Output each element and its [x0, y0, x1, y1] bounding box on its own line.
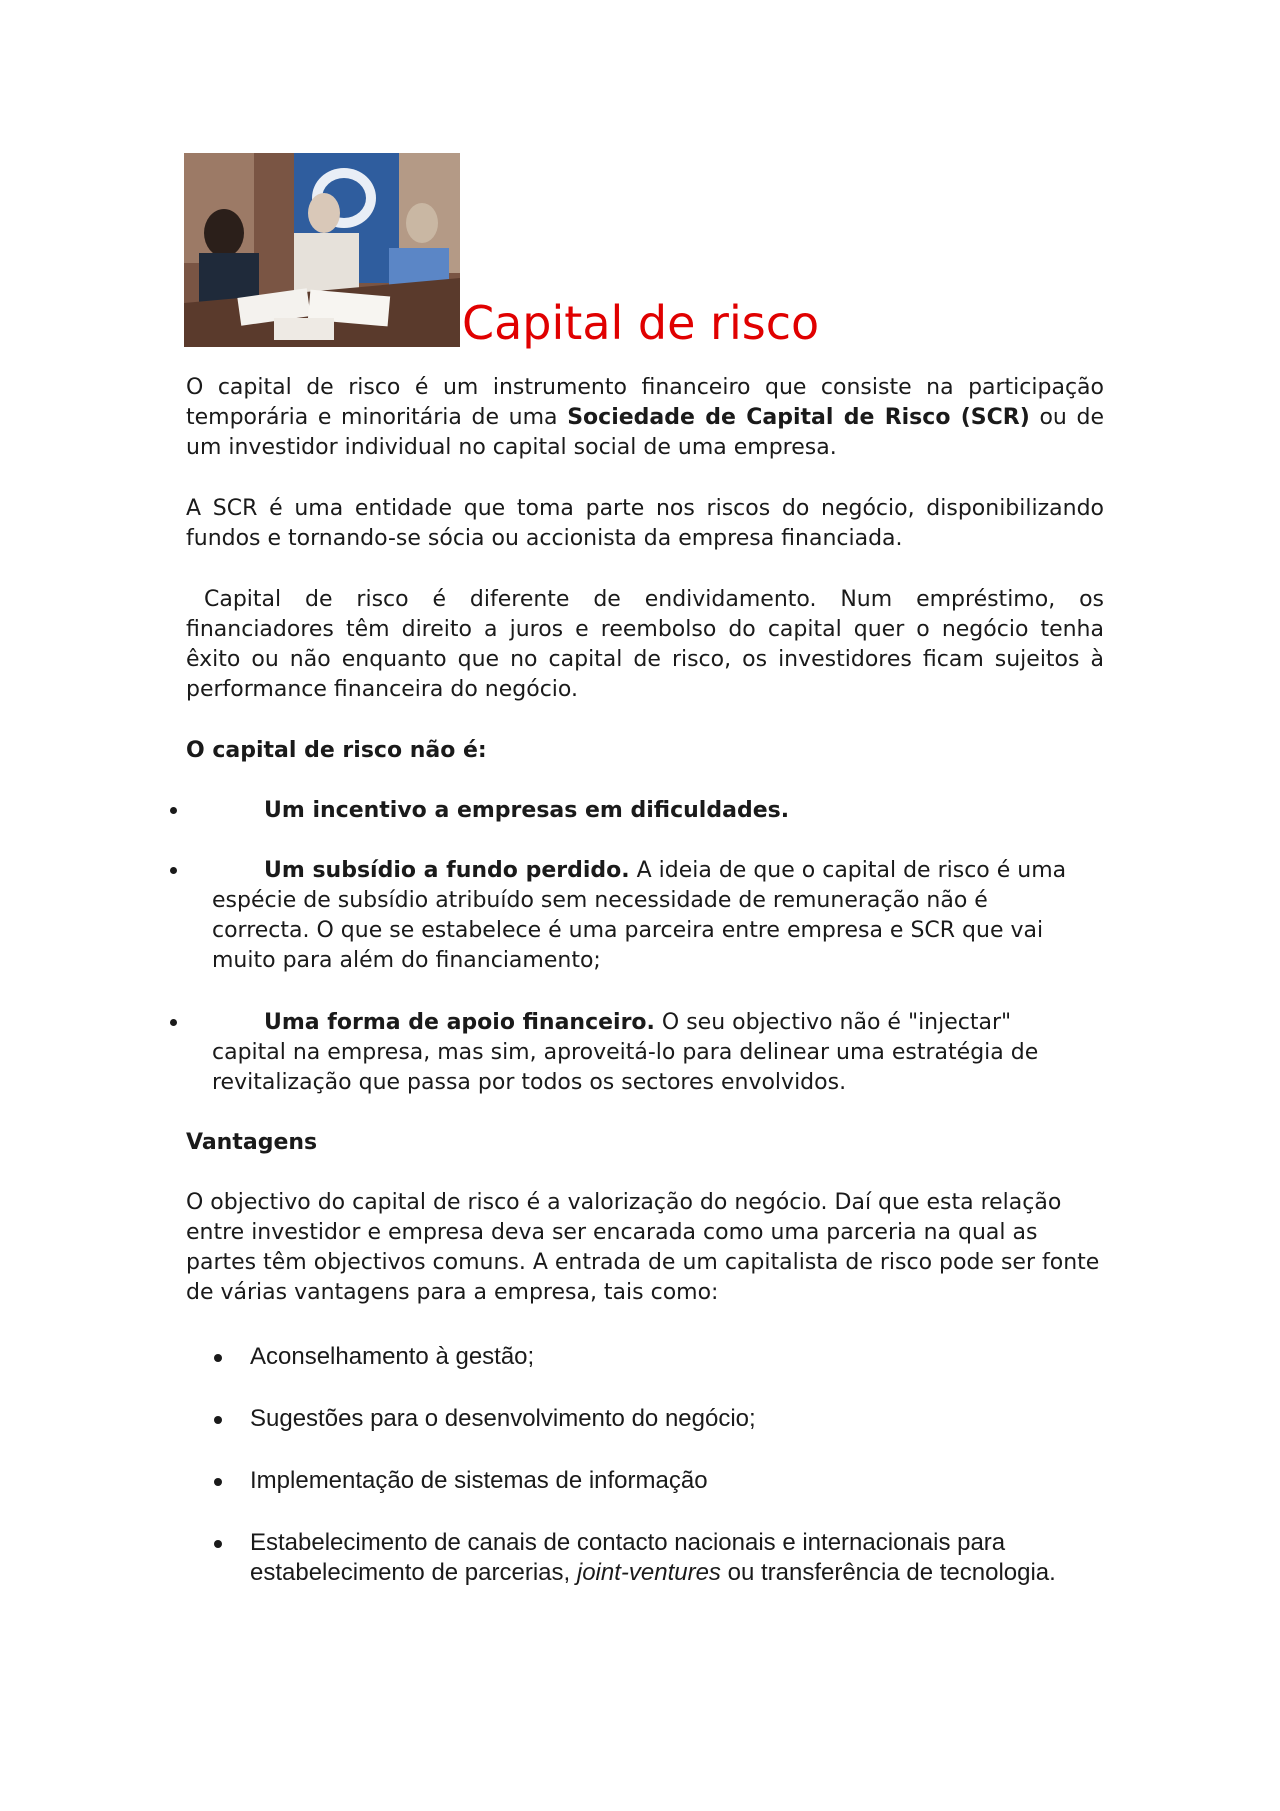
list-item — [210, 1466, 1090, 1496]
intro-text-end: ou de um investidor individual no capital social de uma empresa. — [186, 405, 1105, 460]
list-item — [210, 1404, 1090, 1434]
bullet-icon — [214, 1354, 222, 1362]
item-text-start: Estabelecimento de canais de contacto nacionais e internacionais para estabelecimento de parcerias, — [250, 1529, 1006, 1586]
list-item — [210, 1528, 1090, 1588]
list-item — [170, 796, 1090, 826]
bullet-icon — [214, 1478, 222, 1486]
intro-paragraph-3: Capital de risco é diferente de endividamento. Num empréstimo, os financiadores têm direito a juros e reembolso do capital quer o negócio tenha êxito ou não enquanto que no capital de risco, os investidores ficam sujeitos à performance financeira do negócio. — [186, 587, 1104, 702]
item-text: Implementação de sistemas de informação — [250, 1467, 708, 1494]
list-item — [170, 856, 1090, 976]
intro-text: O capital de risco é um instrumento financeiro que consiste na participação temporária e minoritária de uma — [186, 375, 1104, 430]
item-text: O seu objectivo não é "injectar" capital na empresa, mas sim, aproveitá-lo para delinear uma estratégia de revitalização que passa por todos os sectores envolvidos. — [212, 1010, 1039, 1095]
nao-e-heading: O capital de risco não é: — [186, 738, 487, 763]
bullet-icon — [214, 1540, 222, 1548]
bullet-icon — [170, 1019, 177, 1026]
page-title: Capital de risco — [462, 296, 820, 350]
scr-term: Sociedade de Capital de Risco (SCR) — [567, 405, 1030, 430]
item-text: Sugestões para o desenvolvimento do negócio; — [250, 1405, 756, 1432]
item-bold: Um incentivo a empresas em dificuldades. — [264, 798, 790, 823]
meeting-photo-image — [184, 153, 460, 347]
bullet-icon — [170, 867, 177, 874]
item-bold: Uma forma de apoio financeiro. — [264, 1010, 655, 1035]
vantagens-heading: Vantagens — [186, 1130, 318, 1155]
item-bold: Um subsídio a fundo perdido. — [264, 858, 630, 883]
intro-paragraph-2: A SCR é uma entidade que toma parte nos riscos do negócio, disponibilizando fundos e tornando-se sócia ou accionista da empresa financiada. — [186, 496, 1104, 551]
item-text: A ideia de que o capital de risco é uma espécie de subsídio atribuído sem necessidade de remuneração não é correcta. O que se estabelece é uma parceira entre empresa e SCR que vai muito para além do financiamento; — [212, 858, 1067, 973]
list-item — [210, 1342, 1090, 1372]
item-text: Aconselhamento à gestão; — [250, 1343, 535, 1370]
item-text-end: ou transferência de tecnologia. — [720, 1559, 1056, 1586]
list-item — [170, 1008, 1090, 1098]
joint-ventures-term: joint-ventures — [576, 1559, 721, 1586]
intro-paragraph-1 — [186, 373, 1104, 463]
meeting-photo — [184, 153, 460, 347]
item-text — [250, 1528, 1090, 1588]
bullet-icon — [214, 1416, 222, 1424]
bullet-icon — [170, 807, 177, 814]
vantagens-paragraph: O objectivo do capital de risco é a valorização do negócio. Daí que esta relação entre investidor e empresa deva ser encarada como uma parceria na qual as partes têm objectivos comuns. A entrada de um capitalista de risco pode ser fonte de várias vantagens para a empresa, tais como: — [186, 1190, 1100, 1305]
